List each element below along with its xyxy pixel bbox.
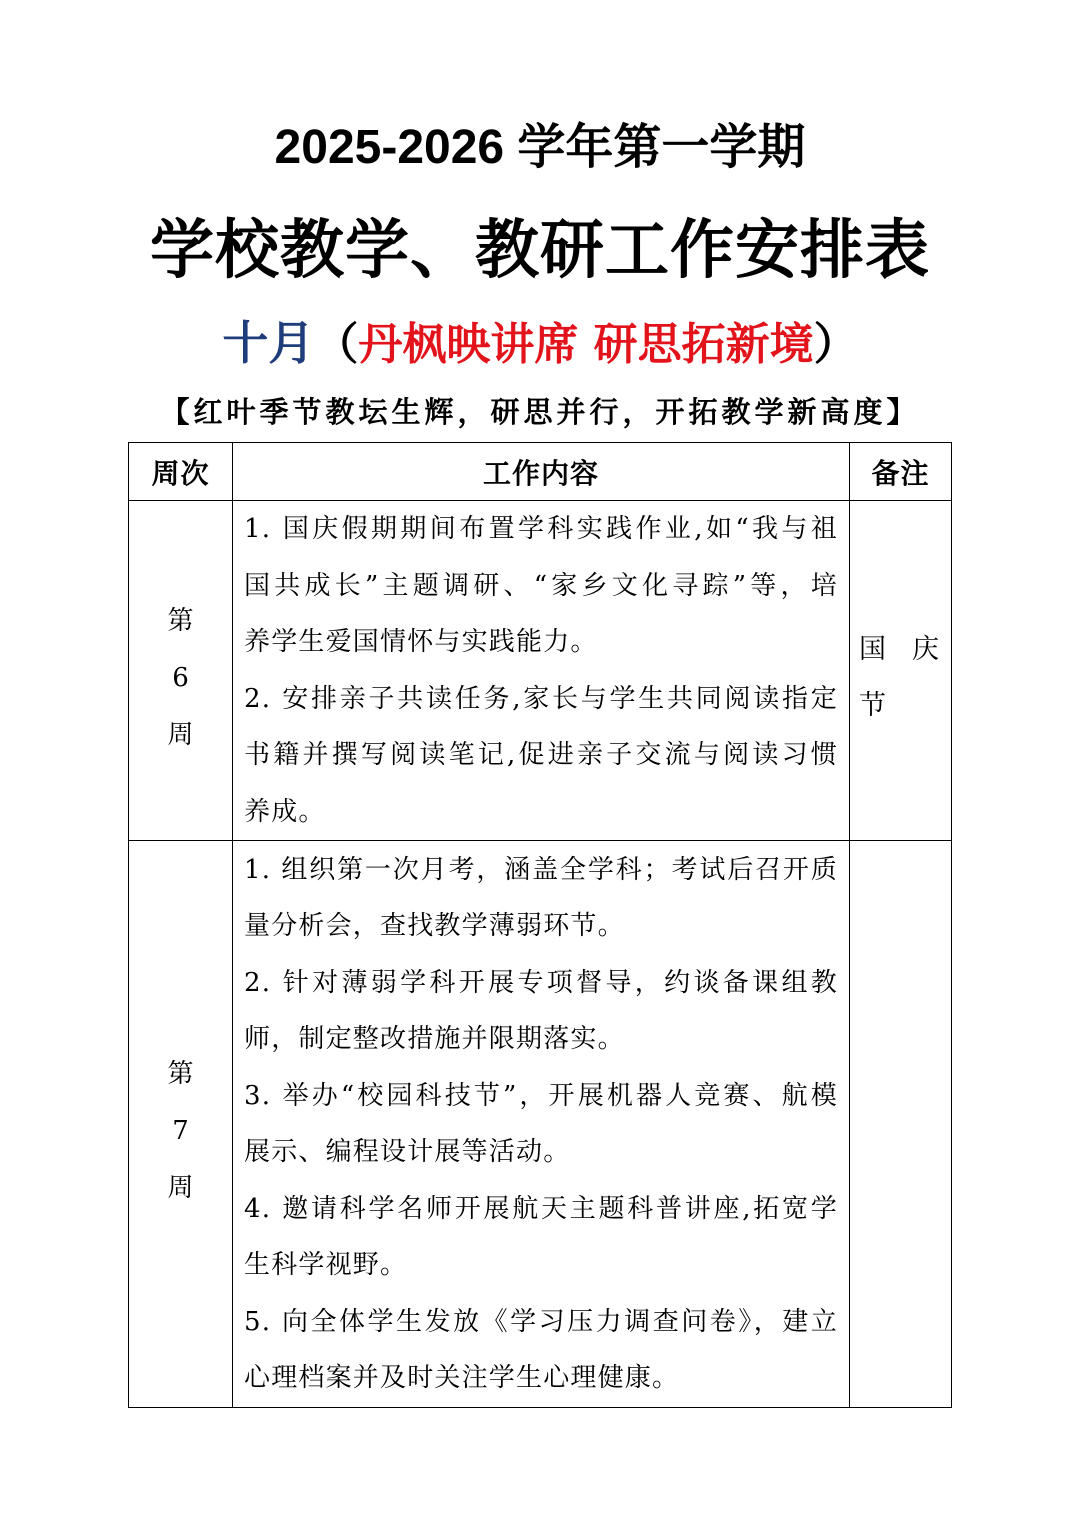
month-label: 十月 (222, 317, 315, 369)
content-line: 展示、编程设计展等活动。 (244, 1137, 571, 1167)
work-item (244, 1068, 838, 1181)
column-header-remark: 备注 (850, 443, 952, 501)
week-cell (129, 841, 233, 1408)
remark-cell (850, 841, 952, 1408)
content-line: 4. 邀请科学名师开展航天主题科普讲座,拓宽学 (244, 1193, 838, 1224)
work-item (244, 842, 838, 955)
motto: 【红叶季节教坛生辉，研思并行，开拓教学新高度】 (160, 397, 920, 429)
week-number: 7 (172, 1116, 189, 1146)
week-label (129, 578, 232, 764)
content-line: 1. 国庆假期期间布置学科实践作业,如“我与祖 (244, 514, 838, 544)
content-line: 心理档案并及时关注学生心理健康。 (244, 1363, 680, 1393)
content-line: 生科学视野。 (244, 1250, 408, 1280)
content-line: 养学生爱国情怀与实践能力。 (244, 627, 598, 657)
work-content-cell (233, 501, 850, 841)
content-line: 3. 举办“校园科技节”，开展机器人竞赛、航模 (244, 1080, 838, 1111)
content-line: 量分析会，查找教学薄弱环节。 (244, 911, 625, 941)
table-header-row (129, 443, 952, 501)
work-item (244, 501, 838, 671)
paren-close: ） (813, 320, 858, 369)
work-item (244, 671, 838, 841)
work-item (244, 1181, 838, 1294)
week-number: 6 (172, 662, 189, 693)
content-line: 5. 向全体学生发放《学习压力调查问卷》，建立 (244, 1306, 838, 1337)
schedule-table (128, 442, 952, 1408)
month-theme-line (0, 313, 1080, 373)
title-semester: 2025-2026 学年第一学期 (274, 121, 806, 174)
week-label-char: 第 (167, 605, 194, 636)
week-label-char: 周 (167, 1173, 194, 1203)
column-header-week: 周次 (129, 443, 233, 501)
content-line: 书籍并撰写阅读笔记,促进亲子交流与阅读习惯 (244, 740, 838, 770)
table-row (129, 841, 952, 1408)
work-item (244, 955, 838, 1068)
content-line: 1. 组织第一次月考，涵盖全学科；考试后召开质 (244, 854, 838, 885)
remark-text: 国庆节 (859, 633, 939, 721)
week-label (129, 1031, 232, 1217)
content-line: 2. 针对薄弱学科开展专项督导，约谈备课组教 (244, 967, 838, 998)
remark-cell (850, 501, 952, 841)
title-schedule: 学校教学、教研工作安排表 (150, 214, 930, 286)
content-line: 国共成长”主题调研、“家乡文化寻踪”等，培 (244, 570, 838, 601)
paren-open: （ (314, 320, 359, 369)
work-item (244, 1294, 838, 1407)
week-label-char: 周 (167, 719, 194, 750)
week-cell (129, 501, 233, 841)
content-line: 2. 安排亲子共读任务,家长与学生共同阅读指定 (244, 683, 838, 714)
month-theme: 丹枫映讲席 研思拓新境 (358, 319, 814, 370)
work-content-cell (233, 841, 850, 1408)
content-line: 师，制定整改措施并限期落实。 (244, 1024, 625, 1054)
table-row (129, 501, 952, 841)
content-line: 养成。 (244, 796, 326, 827)
column-header-content: 工作内容 (233, 443, 850, 501)
week-label-char: 第 (167, 1059, 194, 1089)
